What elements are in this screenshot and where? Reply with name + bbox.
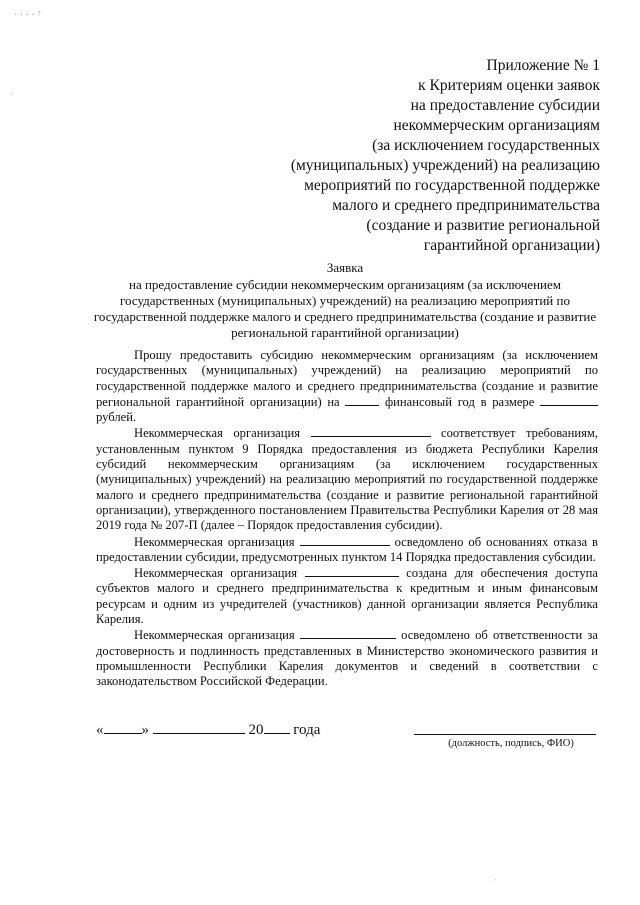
document-body bbox=[96, 348, 598, 690]
paragraph-text: Прошу предоставить субсидию некоммерческим организациям (за исключением государственных (муниципальных) учреждений) на реализацию мероприятий по государственной поддержке малого и среднего предпринимательства (создание и развитие региональной гарантийной организации) на bbox=[96, 348, 598, 409]
paragraph-text: Некоммерческая организация bbox=[134, 426, 311, 441]
appendix-line: гарантийной организации) bbox=[423, 237, 600, 254]
document-title: Заявка bbox=[326, 260, 364, 275]
appendix-line: некоммерческим организациям bbox=[393, 117, 600, 134]
quote-open: « bbox=[96, 722, 104, 738]
paragraph-request bbox=[96, 348, 598, 425]
year-blank-field[interactable] bbox=[345, 394, 379, 406]
year-suffix: года bbox=[289, 722, 321, 738]
organization-blank-field[interactable] bbox=[305, 565, 399, 577]
appendix-line: мероприятий по государственной поддержке bbox=[304, 177, 600, 194]
appendix-header bbox=[260, 56, 600, 256]
paragraph-text: создана для обеспечения доступа субъектов малого и среднего предпринимательства к кредитным и иным финансовым ресурсам и одним из учредителей (участников) данной организации является Республика Карелия. bbox=[96, 566, 598, 627]
appendix-line: (создание и развитие региональной bbox=[366, 217, 600, 234]
paragraph-text: Некоммерческая организация bbox=[134, 566, 305, 581]
appendix-line: Приложение № 1 bbox=[486, 57, 600, 74]
year-prefix: 20 bbox=[248, 722, 264, 738]
date-row bbox=[96, 720, 320, 739]
appendix-line: (муниципальных) учреждений) на реализацию bbox=[290, 157, 600, 174]
appendix-line: малого и среднего предпринимательства bbox=[332, 197, 600, 214]
paragraph-text: осведомлено об основаниях отказа в предоставлении субсидии, предусмотренных пунктом 14 Порядка предоставления субсидии. bbox=[96, 534, 598, 564]
quote-close: » bbox=[141, 722, 149, 738]
year-digits-blank-field[interactable] bbox=[264, 720, 290, 734]
signature-caption: (должность, подпись, ФИО) bbox=[448, 738, 574, 749]
paragraph-text: Некоммерческая организация bbox=[134, 628, 300, 643]
paragraph-text: осведомлено об ответственности за достоверность и подлинность представленных в Министерство экономического развития и промышленности Республики Карелия документов и сведений в соответствии с законодательством Российской Федерации. bbox=[96, 628, 598, 689]
paragraph-refusal-grounds bbox=[96, 534, 598, 566]
scan-artifact: ˌ bbox=[10, 84, 14, 95]
paragraph-text: Некоммерческая организация bbox=[134, 534, 300, 549]
month-blank-field[interactable] bbox=[153, 720, 245, 734]
document-title-block bbox=[90, 260, 600, 341]
appendix-line: к Критериям оценки заявок bbox=[418, 77, 600, 94]
organization-blank-field[interactable] bbox=[311, 425, 431, 437]
paragraph-purpose bbox=[96, 565, 598, 627]
scan-artifact: ˌ bbox=[494, 870, 498, 881]
paragraph-text: соответствует требованиям, установленным пунктом 9 Порядка предоставления из бюджета Республики Карелия субсидий некоммерческим организациям (за исключением государственных (муниципальных) учреждений) на реализацию мероприятий по государственной поддержке малого и среднего предпринимательства (создание и развитие региональной гарантийной организации), утвержденного постановлением Правительства Республики Карелия от 28 мая 2019 года № 207-П (далее – Порядок предоставления субсидии). bbox=[96, 426, 598, 533]
paragraph-compliance bbox=[96, 425, 598, 533]
organization-blank-field[interactable] bbox=[300, 627, 396, 639]
signature-line[interactable] bbox=[414, 734, 596, 735]
appendix-line: на предоставление субсидии bbox=[410, 97, 600, 114]
day-blank-field[interactable] bbox=[104, 720, 142, 734]
amount-blank-field[interactable] bbox=[540, 394, 598, 406]
paragraph-text: финансовый год в размере bbox=[379, 394, 540, 409]
paragraph-responsibility bbox=[96, 627, 598, 689]
organization-blank-field[interactable] bbox=[300, 534, 390, 546]
appendix-line: (за исключением государственных bbox=[372, 137, 600, 154]
scan-artifact: · · · · ⁷ bbox=[14, 10, 41, 21]
paragraph-text: рублей. bbox=[96, 410, 137, 425]
document-subtitle: на предоставление субсидии некоммерческим организациям (за исключением государственных (муниципальных) учреждений) на реализацию мероприятий по государственной поддержке малого и среднего предпринимательства (создание и развитие региональной гарантийной организации) bbox=[93, 277, 597, 340]
